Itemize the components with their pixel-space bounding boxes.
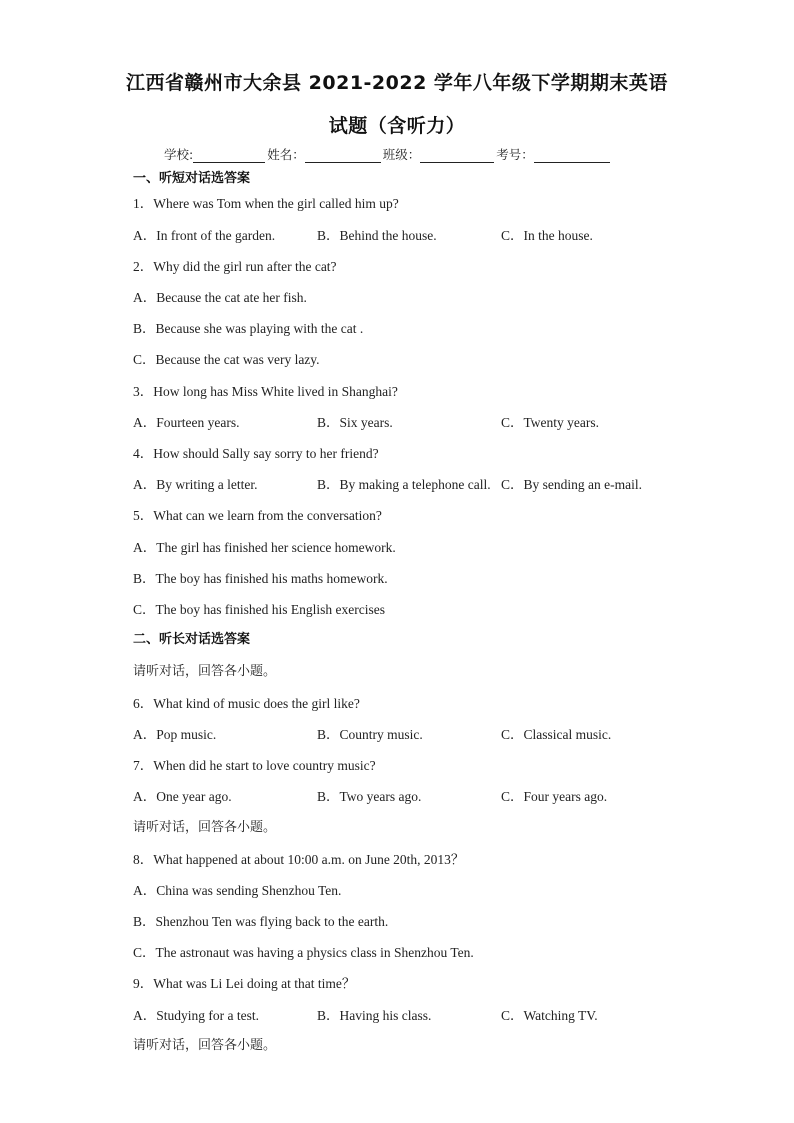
question-3-option-c: C．Twenty years. (501, 415, 600, 430)
class-label: 班级： (382, 147, 421, 162)
question-5-option-b: B．The boy has finished his maths homework. (133, 571, 388, 586)
question-8-stem: 8．What happened at about 10:00 a.m. on June 20th, 2013？ (133, 852, 465, 867)
section-heading-1: 一、听短对话选答案 (133, 171, 251, 186)
question-4-option-c: C．By sending an e-mail. (501, 477, 642, 492)
question-5-option-a: A．The girl has finished her science homework. (133, 540, 396, 555)
question-3-option-b: B．Six years. (317, 415, 393, 430)
exam-title-line-1: 江西省赣州市大余县 2021-2022 学年八年级下学期期末英语 (126, 72, 668, 94)
question-9-option-c: C．Watching TV. (501, 1008, 598, 1023)
question-2-option-c: C．Because the cat was very lazy. (133, 352, 320, 367)
question-7-stem: 7．When did he start to love country music? (133, 758, 376, 773)
question-5-stem: 5．What can we learn from the conversation? (133, 508, 382, 523)
question-6-option-a: A．Pop music. (133, 727, 217, 742)
question-3-option-a: A．Fourteen years. (133, 415, 240, 430)
question-6-stem: 6．What kind of music does the girl like? (133, 696, 360, 711)
section-heading-2: 二、听长对话选答案 (133, 632, 251, 647)
question-9-stem: 9．What was Li Lei doing at that time？ (133, 976, 356, 991)
question-4-option-b: B．By making a telephone call. (317, 477, 491, 492)
question-4-option-a: A．By writing a letter. (133, 477, 258, 492)
exam-title-line-2: 试题（含听力） (328, 115, 466, 137)
question-2-option-b: B．Because she was playing with the cat . (133, 321, 364, 336)
question-1-option-a: A．In front of the garden. (133, 228, 276, 243)
question-6-option-b: B．Country music. (317, 727, 423, 742)
school-label: 学校: (164, 147, 194, 162)
name-label: 姓名： (267, 147, 305, 162)
number-blank (534, 149, 610, 163)
question-8-option-a: A．China was sending Shenzhou Ten. (133, 883, 342, 898)
question-5-option-c: C．The boy has finished his English exercises (133, 602, 385, 617)
question-6-option-c: C．Classical music. (501, 727, 612, 742)
question-2-stem: 2．Why did the girl run after the cat? (133, 259, 337, 274)
question-8-option-c: C．The astronaut was having a physics class in Shenzhou Ten. (133, 945, 474, 960)
question-8-option-b: B．Shenzhou Ten was flying back to the earth. (133, 914, 389, 929)
question-1-stem: 1．Where was Tom when the girl called him up? (133, 196, 399, 211)
question-2-option-a: A．Because the cat ate her fish. (133, 290, 307, 305)
question-7-option-c: C．Four years ago. (501, 789, 608, 804)
instruction-1: 请听对话，回答各小题。 (133, 664, 277, 679)
question-9-option-b: B．Having his class. (317, 1008, 432, 1023)
question-1-option-c: C．In the house. (501, 228, 593, 243)
class-blank (420, 149, 494, 163)
question-1-option-b: B．Behind the house. (317, 228, 437, 243)
number-label: 考号： (496, 147, 534, 162)
question-3-stem: 3．How long has Miss White lived in Shanghai? (133, 384, 398, 399)
question-7-option-a: A．One year ago. (133, 789, 232, 804)
question-9-option-a: A．Studying for a test. (133, 1008, 259, 1023)
instruction-2: 请听对话，回答各小题。 (133, 820, 277, 835)
student-info-row (164, 145, 612, 163)
school-blank (193, 149, 265, 163)
question-7-option-b: B．Two years ago. (317, 789, 422, 804)
question-4-stem: 4．How should Sally say sorry to her friend? (133, 446, 379, 461)
instruction-3: 请听对话，回答各小题。 (133, 1038, 277, 1053)
name-blank (305, 149, 381, 163)
